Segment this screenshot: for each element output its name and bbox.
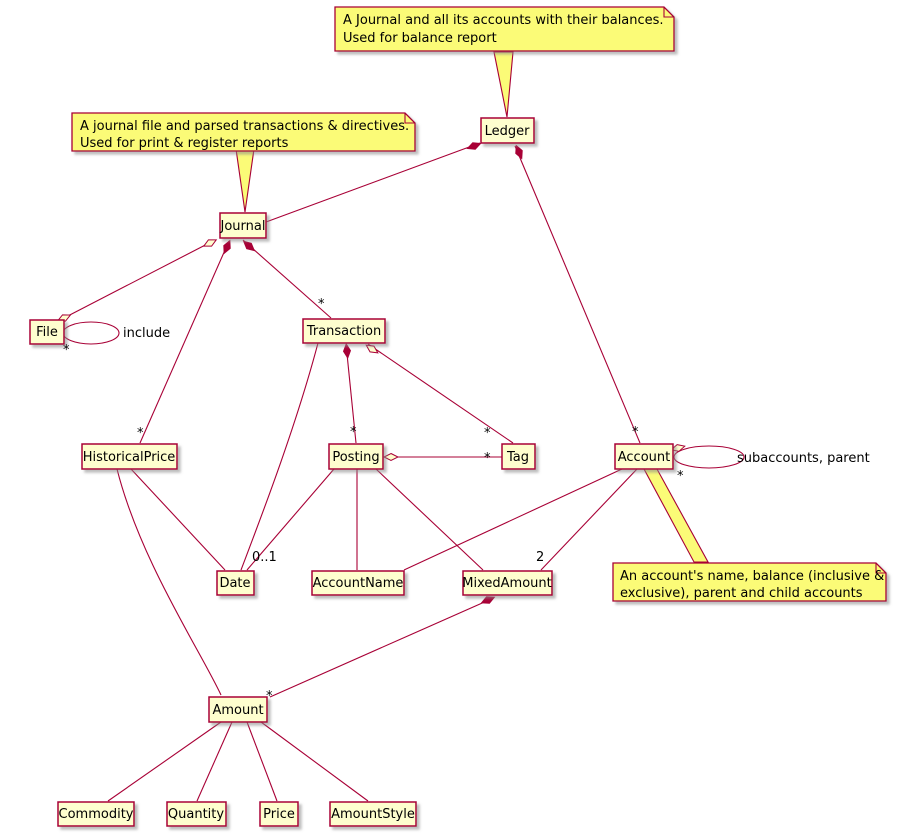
composition-diamond-mixedamount-amount bbox=[480, 594, 496, 606]
multiplicity-posting: * bbox=[350, 425, 357, 440]
class-price bbox=[260, 802, 298, 826]
class-ledger bbox=[481, 118, 534, 143]
edge-mixedamount-amount bbox=[270, 600, 489, 697]
class-transaction bbox=[303, 319, 385, 343]
edge-ledger-account bbox=[515, 146, 640, 443]
edge-amount-commodity bbox=[108, 722, 221, 801]
composition-diamond-ledger-journal bbox=[466, 140, 482, 152]
class-amount bbox=[209, 697, 267, 722]
note-journal-line1: A journal file and parsed transactions & directives. bbox=[80, 119, 410, 134]
class-price-label: Price bbox=[263, 807, 295, 822]
multiplicity-account-mixedamount: 2 bbox=[536, 550, 545, 565]
class-date bbox=[217, 571, 254, 595]
class-journal bbox=[220, 213, 266, 238]
note-ledger-line2: Used for balance report bbox=[343, 31, 497, 46]
edge-journal-file bbox=[62, 240, 215, 319]
multiplicity-tag-posting: * bbox=[484, 451, 491, 466]
class-journal-label: Journal bbox=[220, 219, 266, 234]
multiplicity-file-loop: * bbox=[63, 343, 70, 358]
composition-diamond-journal-transaction bbox=[241, 239, 256, 253]
multiplicity-account-self: * bbox=[677, 469, 684, 484]
class-tag bbox=[502, 444, 535, 469]
edge-labels bbox=[63, 297, 870, 704]
note-stem-journal bbox=[236, 149, 254, 212]
class-historicalprice-label: HistoricalPrice bbox=[82, 450, 176, 465]
class-commodity-label: Commodity bbox=[58, 807, 134, 822]
notes bbox=[72, 7, 886, 601]
edge-historicalprice-amount bbox=[117, 469, 221, 695]
edge-transaction-date bbox=[241, 343, 318, 570]
multiplicity-mixedamount-amount: * bbox=[266, 689, 273, 704]
class-mixedamount bbox=[462, 571, 552, 595]
edge-amount-quantity bbox=[197, 722, 232, 801]
class-accountname-label: AccountName bbox=[312, 576, 404, 591]
note-ledger-line1: A Journal and all its accounts with their balances. bbox=[343, 13, 664, 28]
edge-amount-price bbox=[247, 722, 277, 801]
class-accountname bbox=[312, 571, 404, 595]
note-account-line2: exclusive), parent and child accounts bbox=[620, 586, 863, 601]
multiplicity-account: * bbox=[632, 425, 639, 440]
class-amountstyle-label: AmountStyle bbox=[331, 807, 415, 822]
note-stem-ledger bbox=[494, 52, 513, 117]
note-account-line1: An account's name, balance (inclusive & bbox=[620, 569, 885, 584]
edge-transaction-tag bbox=[368, 344, 513, 443]
note-journal bbox=[72, 113, 415, 151]
edge-amount-amountstyle bbox=[261, 722, 368, 801]
aggregation-diamond-transaction-tag bbox=[364, 342, 380, 356]
multiplicity-posting-date: 0..1 bbox=[252, 550, 277, 565]
class-posting bbox=[329, 444, 383, 469]
edge-historicalprice-date bbox=[131, 469, 225, 570]
multiplicity-historicalprice: * bbox=[137, 426, 144, 441]
edge-account-self-loop bbox=[674, 446, 744, 468]
multiplicity-tag-transaction: * bbox=[484, 426, 491, 441]
note-ledger bbox=[335, 7, 674, 51]
note-stem-account bbox=[644, 469, 708, 562]
class-ledger-label: Ledger bbox=[484, 124, 530, 139]
class-posting-label: Posting bbox=[332, 450, 380, 465]
edge-posting-mixedamount bbox=[376, 469, 483, 570]
label-subaccounts-parent: subaccounts, parent bbox=[737, 451, 870, 466]
multiplicity-transaction: * bbox=[318, 297, 325, 312]
edge-ledger-journal bbox=[266, 143, 480, 222]
composition-diamond-transaction-posting bbox=[343, 344, 351, 359]
edges bbox=[62, 143, 744, 801]
class-boxes bbox=[30, 118, 673, 826]
class-transaction-label: Transaction bbox=[306, 324, 382, 339]
class-amountstyle bbox=[330, 802, 416, 826]
class-amount-label: Amount bbox=[212, 703, 264, 718]
composition-diamond-journal-historicalprice bbox=[221, 239, 233, 255]
class-tag-label: Tag bbox=[506, 450, 530, 465]
class-historicalprice bbox=[82, 444, 177, 469]
relation-diamonds bbox=[56, 140, 685, 606]
class-mixedamount-label: MixedAmount bbox=[462, 576, 552, 591]
note-account bbox=[613, 563, 886, 601]
aggregation-diamond-journal-file bbox=[202, 237, 218, 250]
class-quantity bbox=[167, 802, 226, 826]
aggregation-diamond-posting-tag bbox=[384, 454, 398, 461]
class-account-label: Account bbox=[617, 450, 671, 465]
edge-file-include-loop bbox=[63, 322, 119, 344]
class-account bbox=[615, 444, 673, 469]
label-include: include bbox=[123, 326, 171, 341]
class-date-label: Date bbox=[219, 576, 251, 591]
class-commodity bbox=[58, 802, 134, 826]
note-journal-line2: Used for print & register reports bbox=[80, 136, 289, 151]
class-file bbox=[30, 320, 64, 344]
class-file-label: File bbox=[36, 325, 58, 340]
class-quantity-label: Quantity bbox=[167, 807, 225, 822]
